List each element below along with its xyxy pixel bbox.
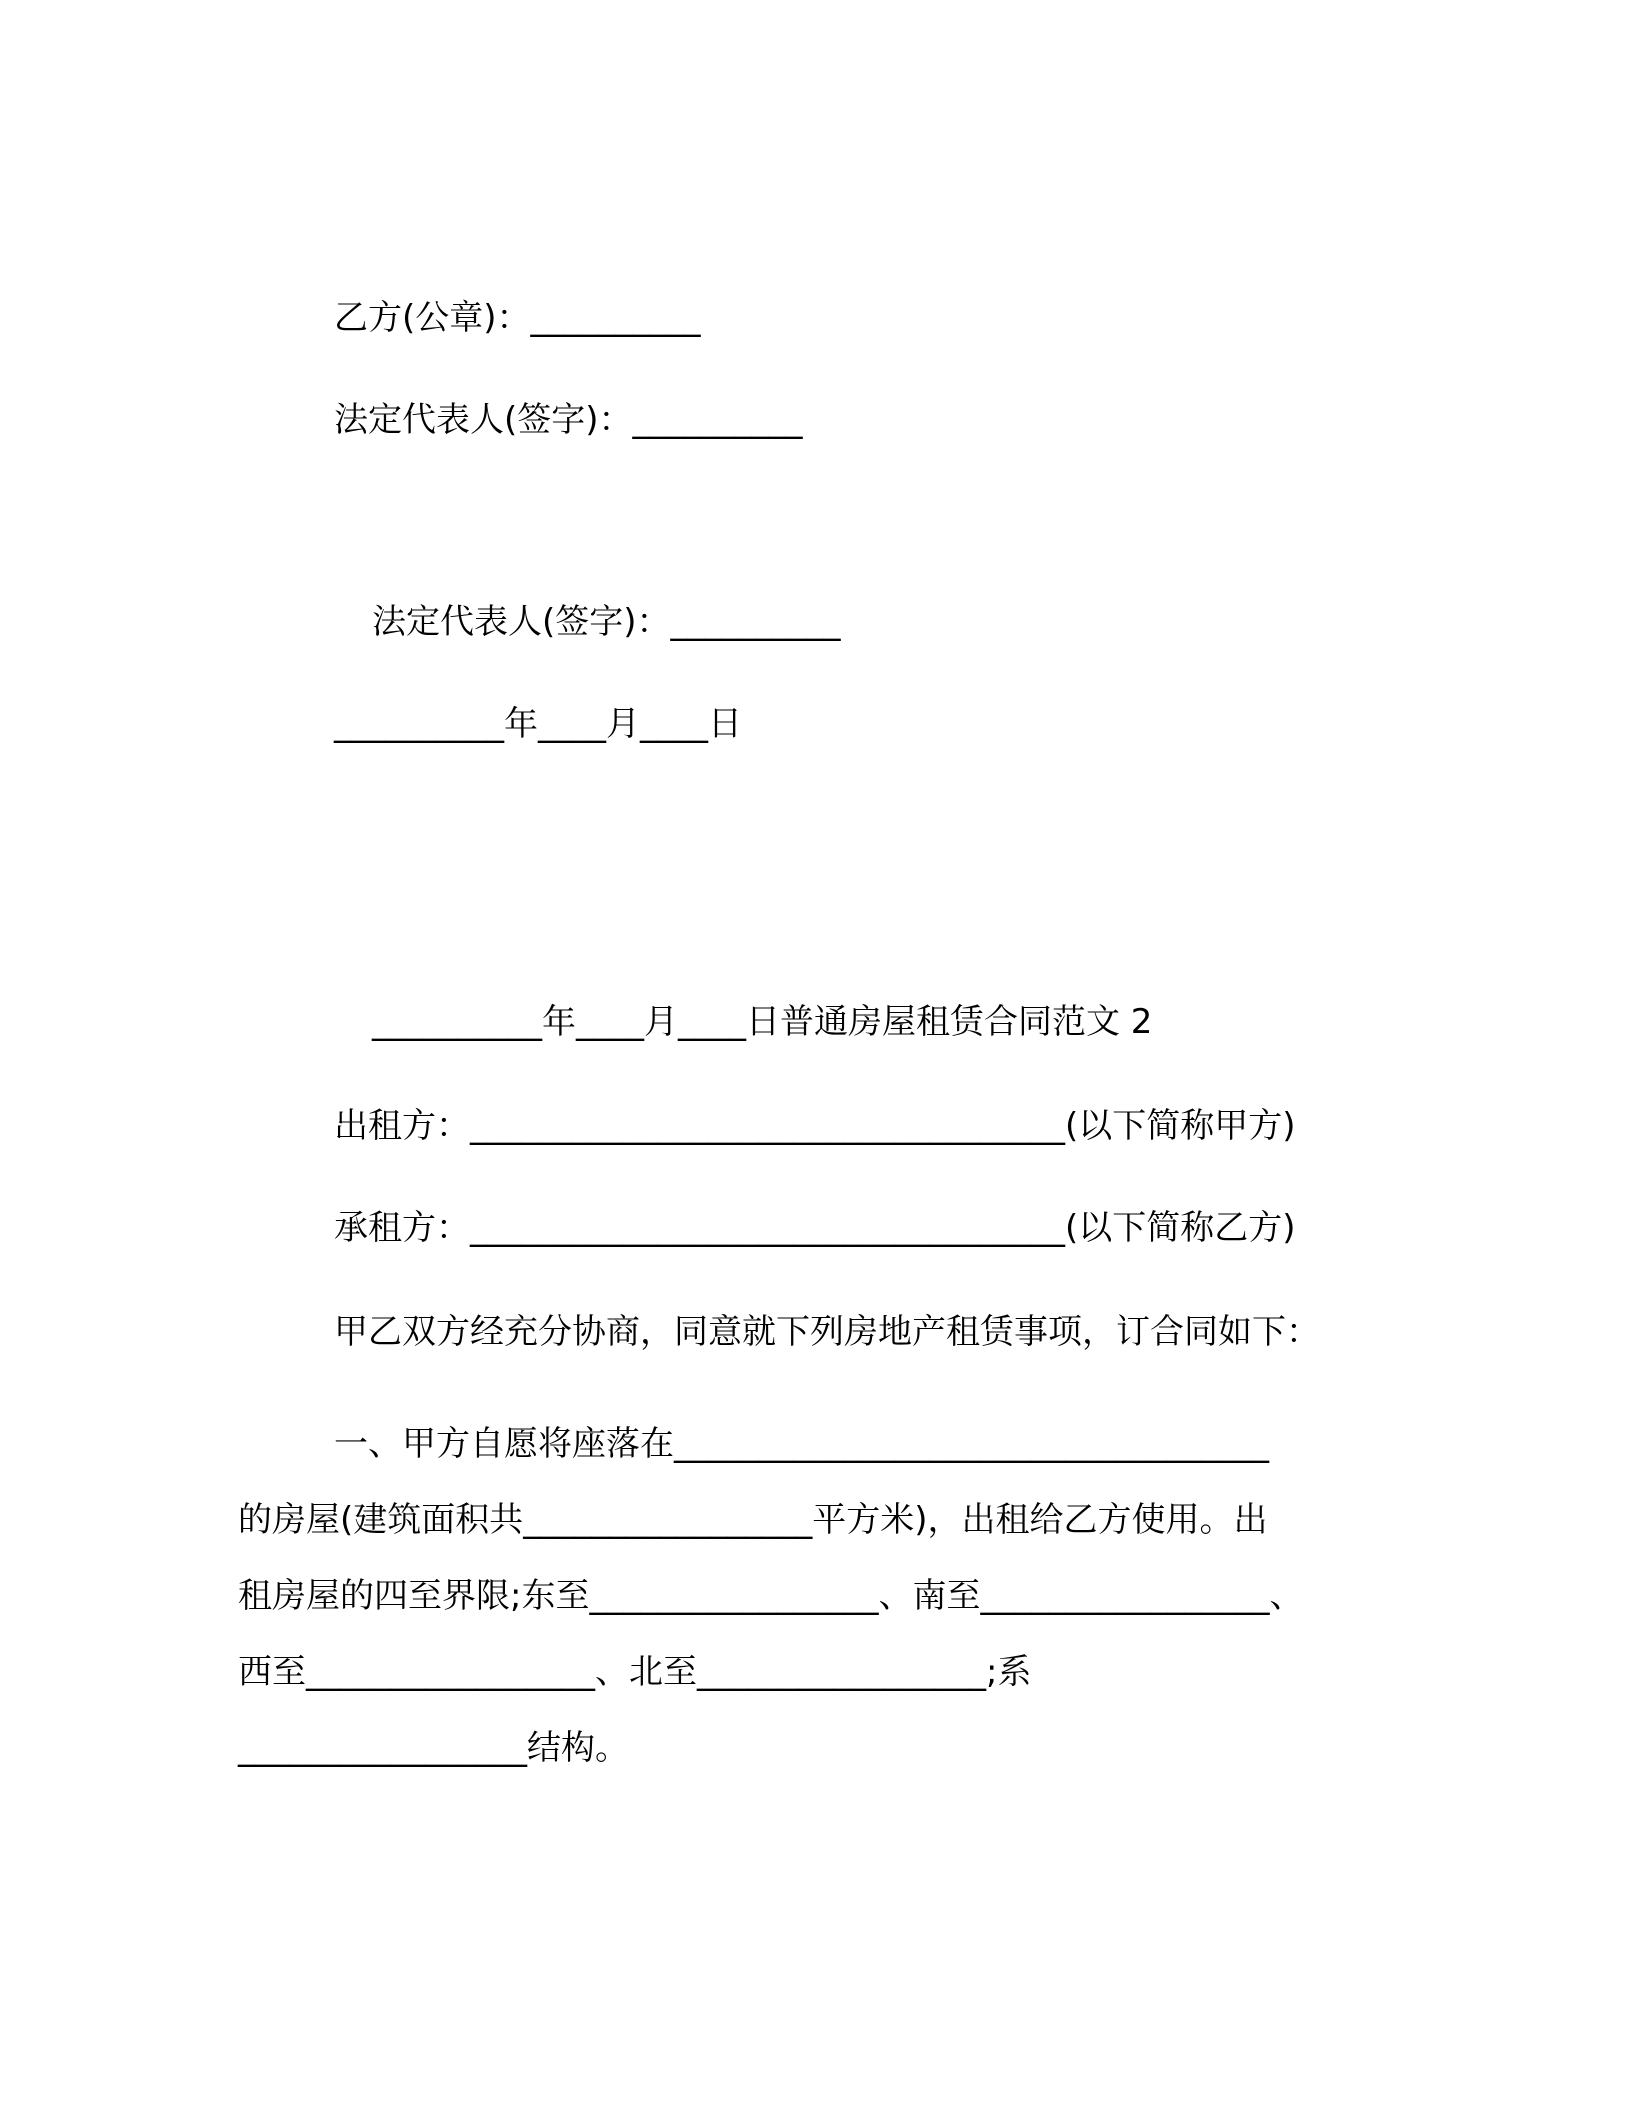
- agreement-intro: 甲乙双方经充分协商，同意就下列房地产租赁事项，订合同如下：: [334, 1312, 1320, 1352]
- clause-1-line-4: 西至_________________、北至_________________;系: [238, 1652, 1032, 1692]
- clause-1-line-5: _________________结构。: [238, 1728, 629, 1768]
- date-line: __________年____月____日: [334, 704, 742, 744]
- legal-rep-signature-line: 法定代表人(签字)：__________: [334, 400, 803, 440]
- clause-1-line-1: 一、甲方自愿将座落在___________________________________: [334, 1424, 1269, 1464]
- lessee-line: 承租方：___________________________________(以下简称乙方): [334, 1208, 1296, 1248]
- lessor-line: 出租方：___________________________________(以下简称甲方): [334, 1106, 1296, 1146]
- party-b-seal-line: 乙方(公章)：__________: [334, 298, 701, 338]
- legal-rep-signature-line-2: 法定代表人(签字)：__________: [372, 602, 841, 642]
- clause-1-line-3: 租房屋的四至界限;东至_________________、南至_________________、: [238, 1576, 1304, 1616]
- contract-title: __________年____月____日普通房屋租赁合同范文 2: [372, 1002, 1153, 1042]
- clause-1-line-2: 的房屋(建筑面积共_________________平方米)，出租给乙方使用。出: [238, 1500, 1268, 1540]
